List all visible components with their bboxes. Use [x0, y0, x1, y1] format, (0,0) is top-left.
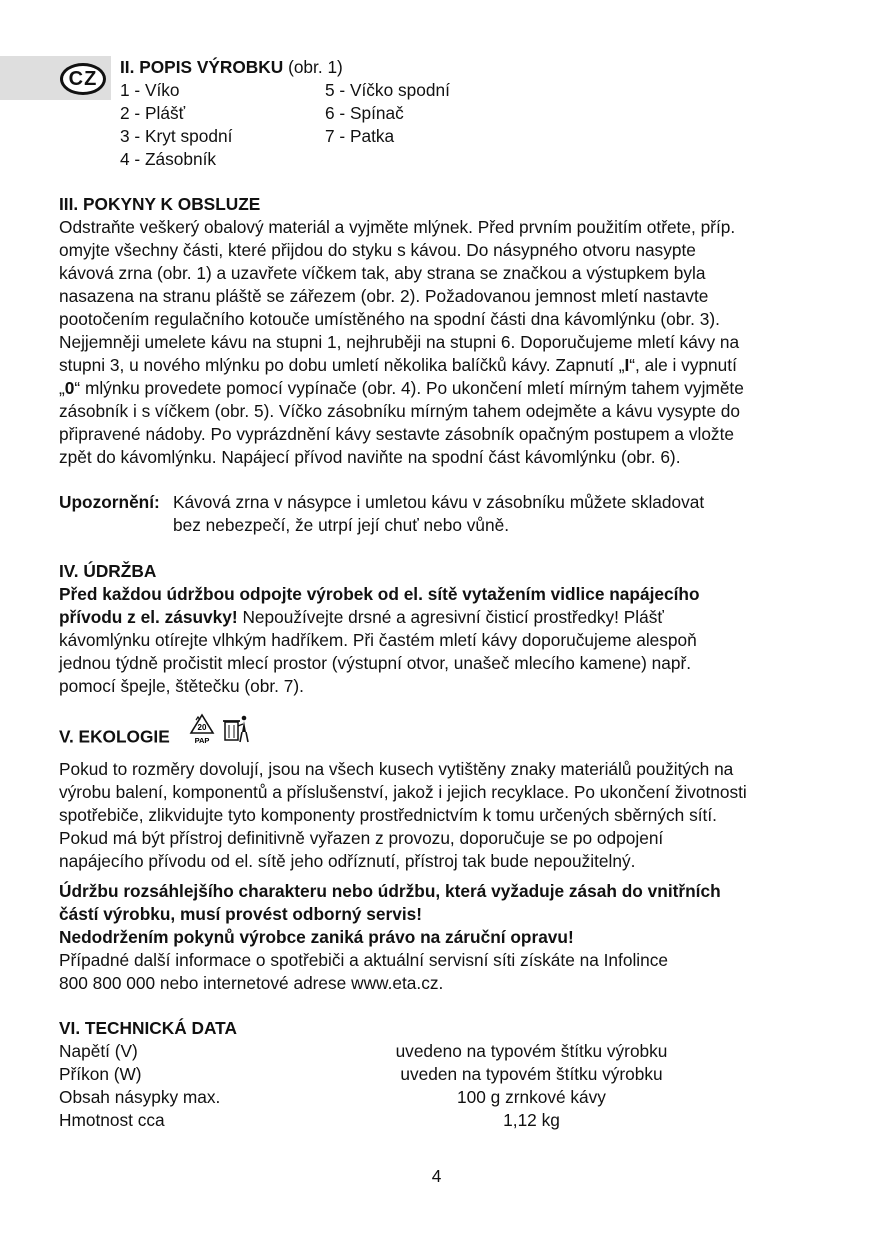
- part-item: 6 - Spínač: [325, 103, 404, 123]
- tech-label: Obsah násypky max.: [59, 1087, 221, 1107]
- text-line: částí výrobku, musí provést odborný servis!: [59, 904, 423, 924]
- section-operation: [59, 193, 829, 469]
- text-line: výrobu balení, komponentů a příslušenství, jakož i jejich recyklace. Po ukončení životnosti: [59, 782, 747, 802]
- section-title: III. POKYNY K OBSLUZE: [59, 194, 261, 214]
- text-line: Odstraňte veškerý obalový materiál a vyjměte mlýnek. Před prvním použitím otřete, příp.: [59, 217, 736, 237]
- text-line: bez nebezpečí, že utrpí její chuť nebo vůně.: [173, 515, 510, 535]
- section-description-heading: [120, 56, 720, 79]
- text-line: připravené nádoby. Po vyprázdnění kávy sestavte zásobník opačným postupem a vložte: [59, 424, 734, 444]
- section-description: [120, 56, 720, 171]
- tech-value: uveden na typovém štítku výrobku: [400, 1064, 663, 1084]
- tech-data-row: [59, 1040, 829, 1063]
- tech-data-row: [59, 1109, 829, 1132]
- text-run: přívodu z el. zásuvky!: [59, 607, 238, 627]
- text-line: Kávová zrna v násypce i umletou kávu v zásobníku můžete skladovat: [173, 492, 705, 512]
- part-item: 1 - Víko: [120, 80, 180, 100]
- text-line: [59, 606, 829, 629]
- tech-label: Příkon (W): [59, 1064, 142, 1084]
- text-line: Pokud má být přístroj definitivně vyřazen z provozu, doporučuje se po odpojení: [59, 828, 664, 848]
- section-ecology-heading: [59, 718, 849, 758]
- section-ecology: [59, 718, 849, 873]
- parts-column-2: [325, 79, 525, 171]
- text-run: “ mlýnku provedete pomocí vypínače (obr. 4). Po ukončení mletí mírným tahem vyjměte: [74, 378, 744, 398]
- text-line: kávová zrna (obr. 1) a uzavřete víčkem tak, aby strana se značkou a výstupkem byla: [59, 263, 706, 283]
- text-line: spotřebiče, zlikvidujte tyto komponenty prostřednictvím k tomu určených sběrných sítí.: [59, 805, 717, 825]
- switch-on-symbol: I: [624, 355, 630, 375]
- recycling-icons: [189, 712, 251, 752]
- recycle-code: 20: [197, 723, 207, 732]
- recycle-label: PAP: [194, 736, 210, 745]
- tech-data-row: [59, 1086, 829, 1109]
- trash-bin-icon: [223, 716, 248, 742]
- text-run: “, ale i vypnutí: [629, 355, 737, 375]
- tech-label: Napětí (V): [59, 1041, 138, 1061]
- section-technical-data: [59, 1017, 829, 1132]
- section-maintenance: [59, 560, 829, 698]
- section-title: IV. ÚDRŽBA: [59, 561, 157, 581]
- page-number: 4: [431, 1166, 442, 1186]
- warning-label: Upozornění:: [59, 492, 160, 512]
- part-item: 7 - Patka: [325, 126, 395, 146]
- text-line: Pokud to rozměry dovolují, jsou na všech kusech vytištěny znaky materiálů použitých na: [59, 759, 734, 779]
- text-line: napájecího přívodu od el. sítě jeho odříznutí, přístroj tak bude nepoužitelný.: [59, 851, 636, 871]
- part-item: 5 - Víčko spodní: [325, 80, 450, 100]
- tech-data-row: [59, 1063, 829, 1086]
- text-line: Před každou údržbou odpojte výrobek od el. sítě vytažením vidlice napájecího: [59, 584, 700, 604]
- part-item: 4 - Zásobník: [120, 149, 217, 169]
- figure-ref: (obr. 1): [288, 57, 343, 77]
- text-run: stupni 3, u nového mlýnku po dobu umletí několika balíčků kávy. Zapnutí „: [59, 355, 625, 375]
- text-line: zpět do kávomlýnku. Napájecí přívod naviňte na spodní část kávomlýnku (obr. 6).: [59, 447, 681, 467]
- text-line: jednou týdně pročistit mlecí prostor (výstupní otvor, unašeč mlecího kamene) např.: [59, 653, 692, 673]
- tech-label: Hmotnost cca: [59, 1110, 165, 1130]
- text-line: nasazena na stranu pláště se zářezem (obr. 2). Požadovanou jemnost mletí nastavte: [59, 286, 709, 306]
- tech-value: 1,12 kg: [503, 1110, 560, 1130]
- text-line: pomocí špejle, štětečku (obr. 7).: [59, 676, 304, 696]
- parts-list: [120, 79, 720, 171]
- part-item: 3 - Kryt spodní: [120, 126, 233, 146]
- service-note: [59, 880, 829, 995]
- text-line: Nejjemněji umelete kávu na stupni 1, nejhruběji na stupni 6. Doporučujeme mletí kávy na: [59, 332, 740, 352]
- text-line: Údržbu rozsáhlejšího charakteru nebo údržbu, která vyžaduje zásah do vnitřních: [59, 881, 721, 901]
- tech-value: 100 g zrnkové kávy: [457, 1087, 606, 1107]
- text-line: pootočením regulačního kotouče umístěného na spodní části dna kávomlýnku (obr. 3).: [59, 309, 720, 329]
- text-line: Nedodržením pokynů výrobce zaniká právo na záruční opravu!: [59, 927, 574, 947]
- warning-text: [173, 491, 829, 537]
- section-title: VI. TECHNICKÁ DATA: [59, 1018, 237, 1038]
- parts-column-1: [120, 79, 325, 171]
- section-title: V. EKOLOGIE: [59, 726, 170, 747]
- text-run: Nepoužívejte drsné a agresivní čisticí prostředky! Plášť: [237, 607, 664, 627]
- section-title: II. POPIS VÝROBKU: [120, 57, 284, 77]
- text-line: 800 800 000 nebo internetové adrese www.eta.cz.: [59, 973, 444, 993]
- text-line: [59, 354, 829, 377]
- text-line: zásobník i s víčkem (obr. 5). Víčko zásobníku mírným tahem odejměte a kávu vysypte do: [59, 401, 740, 421]
- text-line: [59, 377, 829, 400]
- recycle-pap-icon: [189, 712, 251, 746]
- text-line: Případné další informace o spotřebiči a aktuální servisní síti získáte na Infolince: [59, 950, 668, 970]
- switch-off-symbol: 0: [64, 378, 75, 398]
- tech-value: uvedeno na typovém štítku výrobku: [395, 1041, 668, 1061]
- text-line: omyjte všechny části, které přijdou do styku s kávou. Do násypného otvoru nasypte: [59, 240, 696, 260]
- warning-note: [59, 491, 829, 537]
- text-line: kávomlýnku otírejte vlhkým hadříkem. Při častém mletí kávy doporučujeme alespoň: [59, 630, 697, 650]
- part-item: 2 - Plášť: [120, 103, 186, 123]
- text-run: „: [59, 378, 65, 398]
- language-badge: CZ: [60, 63, 106, 95]
